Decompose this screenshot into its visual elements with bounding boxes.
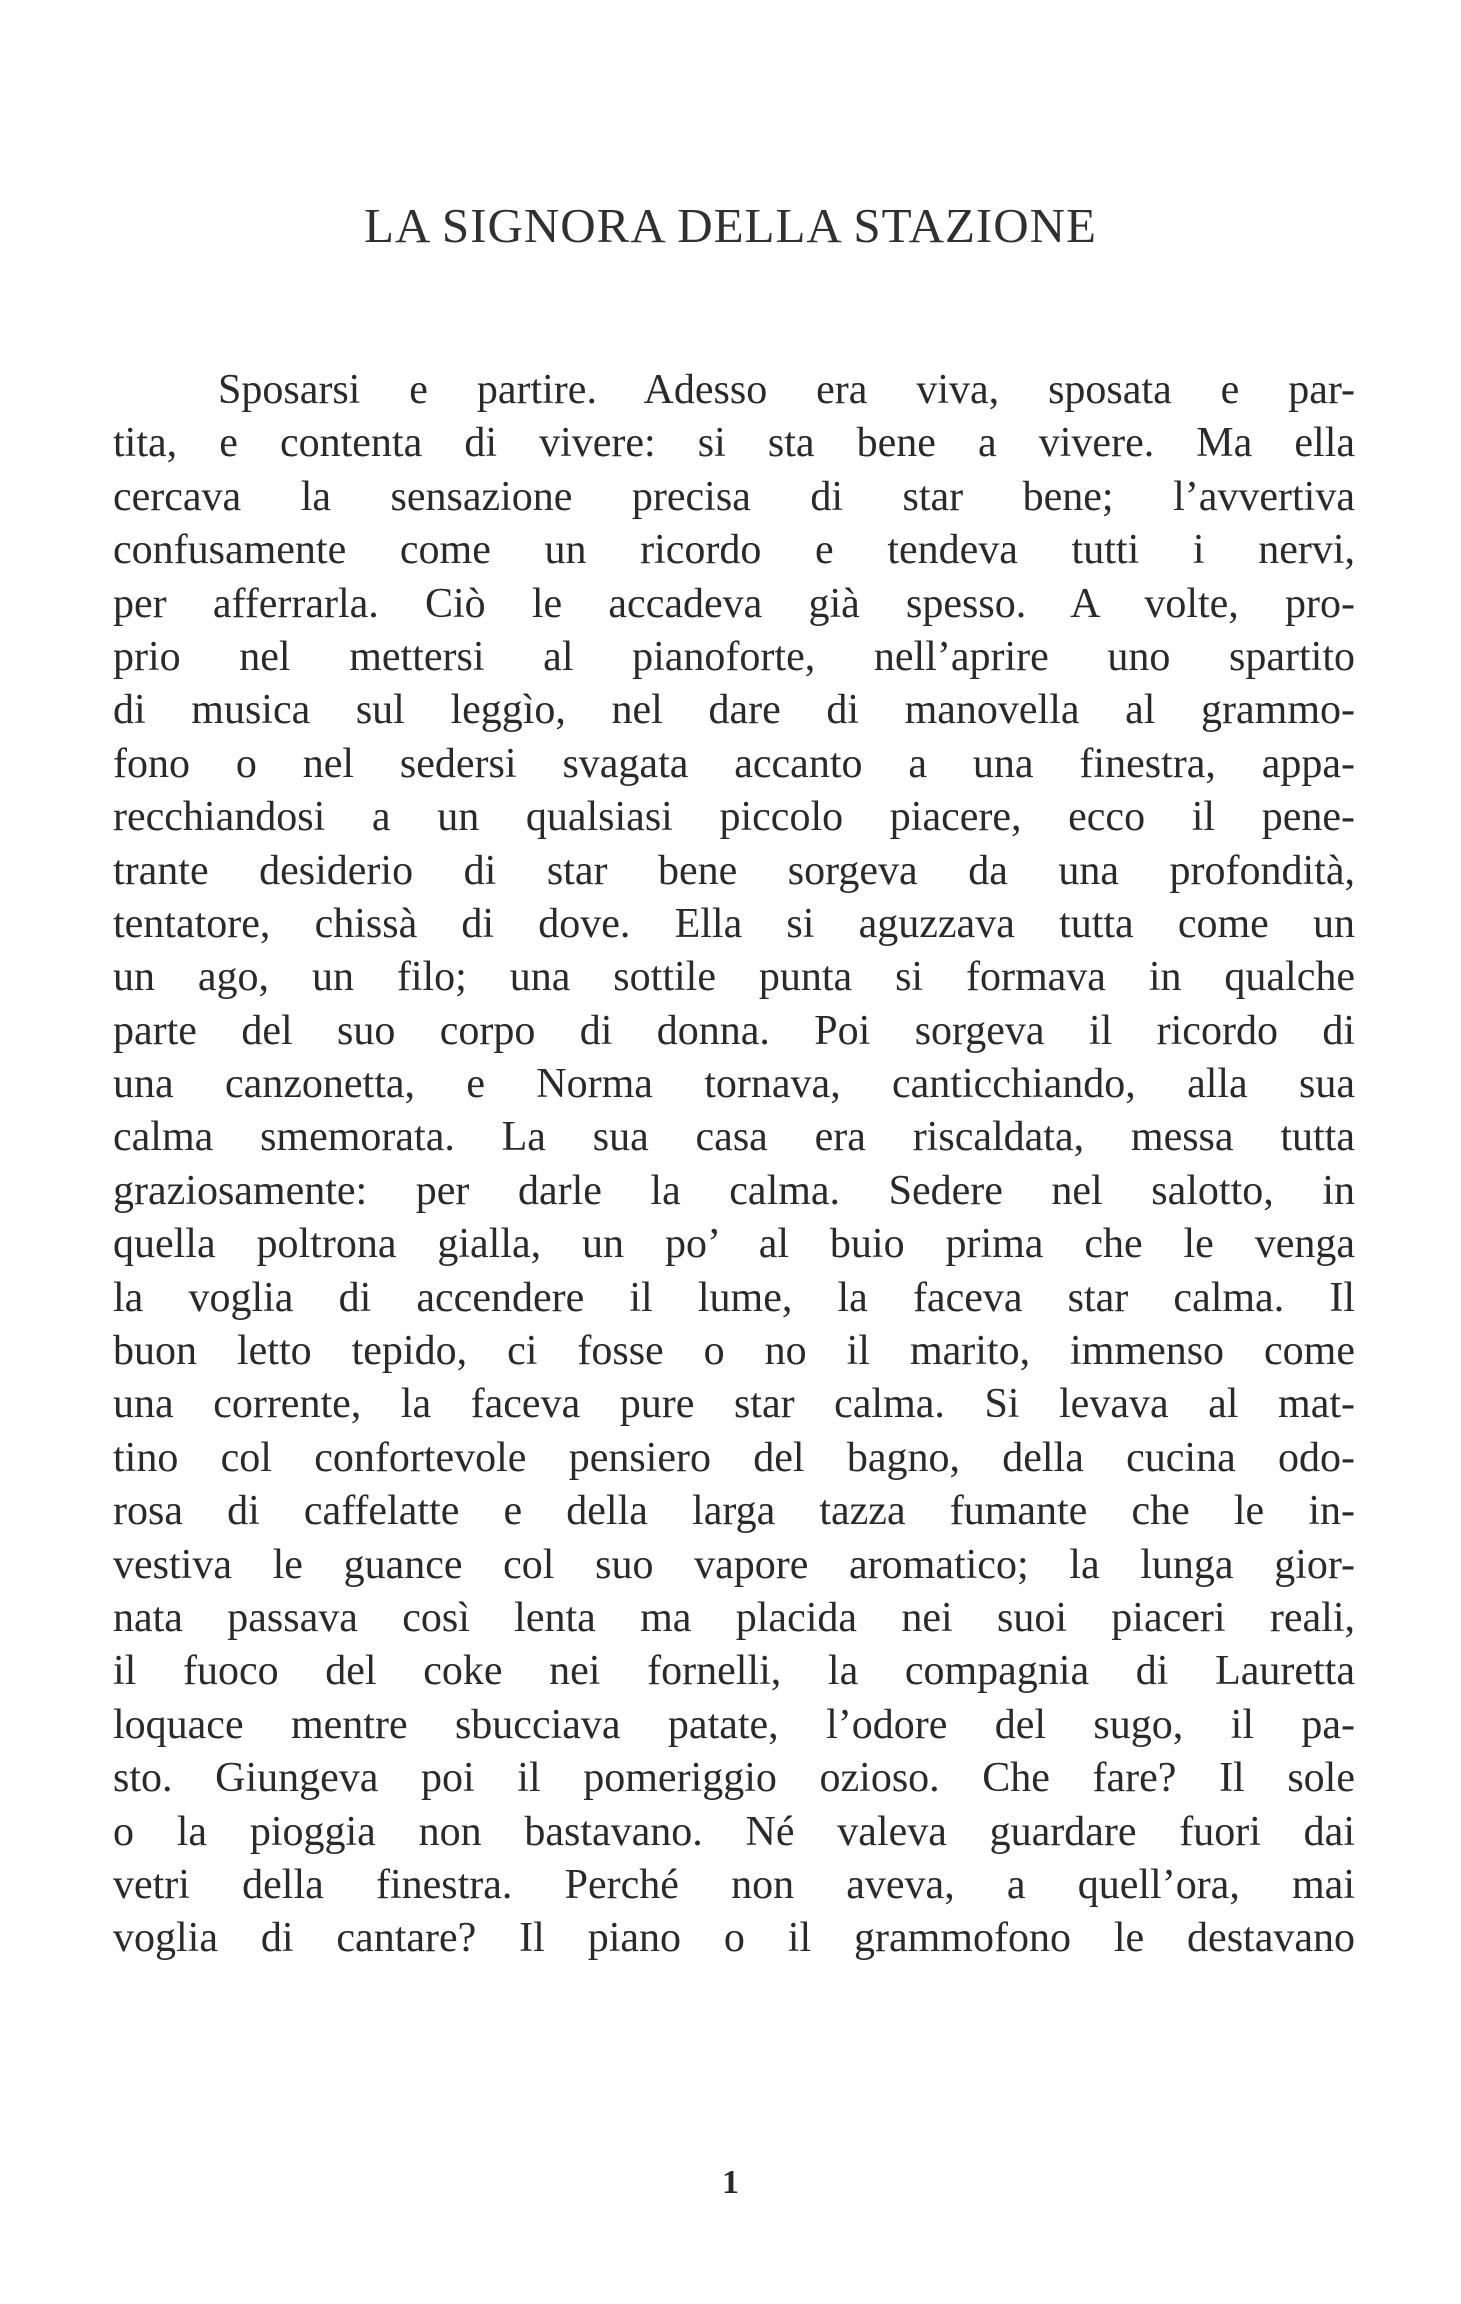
text-line: quella poltrona gialla, un po’ al buio prima che le venga: [113, 1221, 1355, 1268]
text-line: per afferrarla. Ciò le accadeva già spesso. A volte, pro-: [113, 580, 1355, 627]
text-line: nata passava così lenta ma placida nei suoi piaceri reali,: [113, 1594, 1355, 1641]
text-line: trante desiderio di star bene sorgeva da una profondità,: [113, 847, 1355, 894]
text-line: vestiva le guance col suo vapore aromatico; la lunga gior-: [113, 1541, 1355, 1588]
text-line: fono o nel sedersi svagata accanto a una finestra, appa-: [113, 740, 1355, 787]
text-line: loquace mentre sbucciava patate, l’odore del sugo, il pa-: [113, 1701, 1355, 1748]
text-line: voglia di cantare? Il piano o il grammofono le destavano: [113, 1915, 1355, 1962]
text-line: il fuoco del coke nei fornelli, la compagnia di Lauretta: [113, 1648, 1355, 1695]
text-line: graziosamente: per darle la calma. Sedere nel salotto, in: [113, 1167, 1355, 1214]
text-line: una canzonetta, e Norma tornava, canticchiando, alla sua: [113, 1061, 1355, 1108]
text-line: rosa di caffelatte e della larga tazza fumante che le in-: [113, 1488, 1355, 1535]
text-line: tita, e contenta di vivere: si sta bene a vivere. Ma ella: [113, 420, 1355, 467]
chapter-title: LA SIGNORA DELLA STAZIONE: [364, 197, 1097, 253]
page-number: 1: [722, 2164, 739, 2201]
text-line: una corrente, la faceva pure star calma. Si levava al mat-: [113, 1381, 1355, 1428]
body-text: [113, 364, 1355, 1966]
text-line: tentatore, chissà di dove. Ella si aguzzava tutta come un: [113, 900, 1355, 947]
text-line: cercava la sensazione precisa di star bene; l’avvertiva: [113, 473, 1355, 520]
text-line: prio nel mettersi al pianoforte, nell’aprire uno spartito: [113, 633, 1355, 680]
text-line: confusamente come un ricordo e tendeva tutti i nervi,: [113, 527, 1355, 574]
text-line: o la pioggia non bastavano. Né valeva guardare fuori dai: [113, 1808, 1355, 1855]
text-line: buon letto tepido, ci fosse o no il marito, immenso come: [113, 1328, 1355, 1375]
text-line: Sposarsi e partire. Adesso era viva, sposata e par-: [218, 367, 1355, 413]
text-line: tino col confortevole pensiero del bagno, della cucina odo-: [113, 1434, 1355, 1481]
text-line: la voglia di accendere il lume, la faceva star calma. Il: [113, 1274, 1355, 1321]
text-line: sto. Giungeva poi il pomeriggio ozioso. Che fare? Il sole: [113, 1755, 1355, 1802]
text-line: calma smemorata. La sua casa era riscaldata, messa tutta: [113, 1114, 1355, 1161]
text-line: di musica sul leggìo, nel dare di manovella al grammo-: [113, 687, 1355, 734]
text-line: parte del suo corpo di donna. Poi sorgeva il ricordo di: [113, 1007, 1355, 1054]
text-line: recchiandosi a un qualsiasi piccolo piacere, ecco il pene-: [113, 794, 1355, 841]
text-line: vetri della finestra. Perché non aveva, a quell’ora, mai: [113, 1861, 1355, 1908]
text-line: un ago, un filo; una sottile punta si formava in qualche: [113, 954, 1355, 1001]
